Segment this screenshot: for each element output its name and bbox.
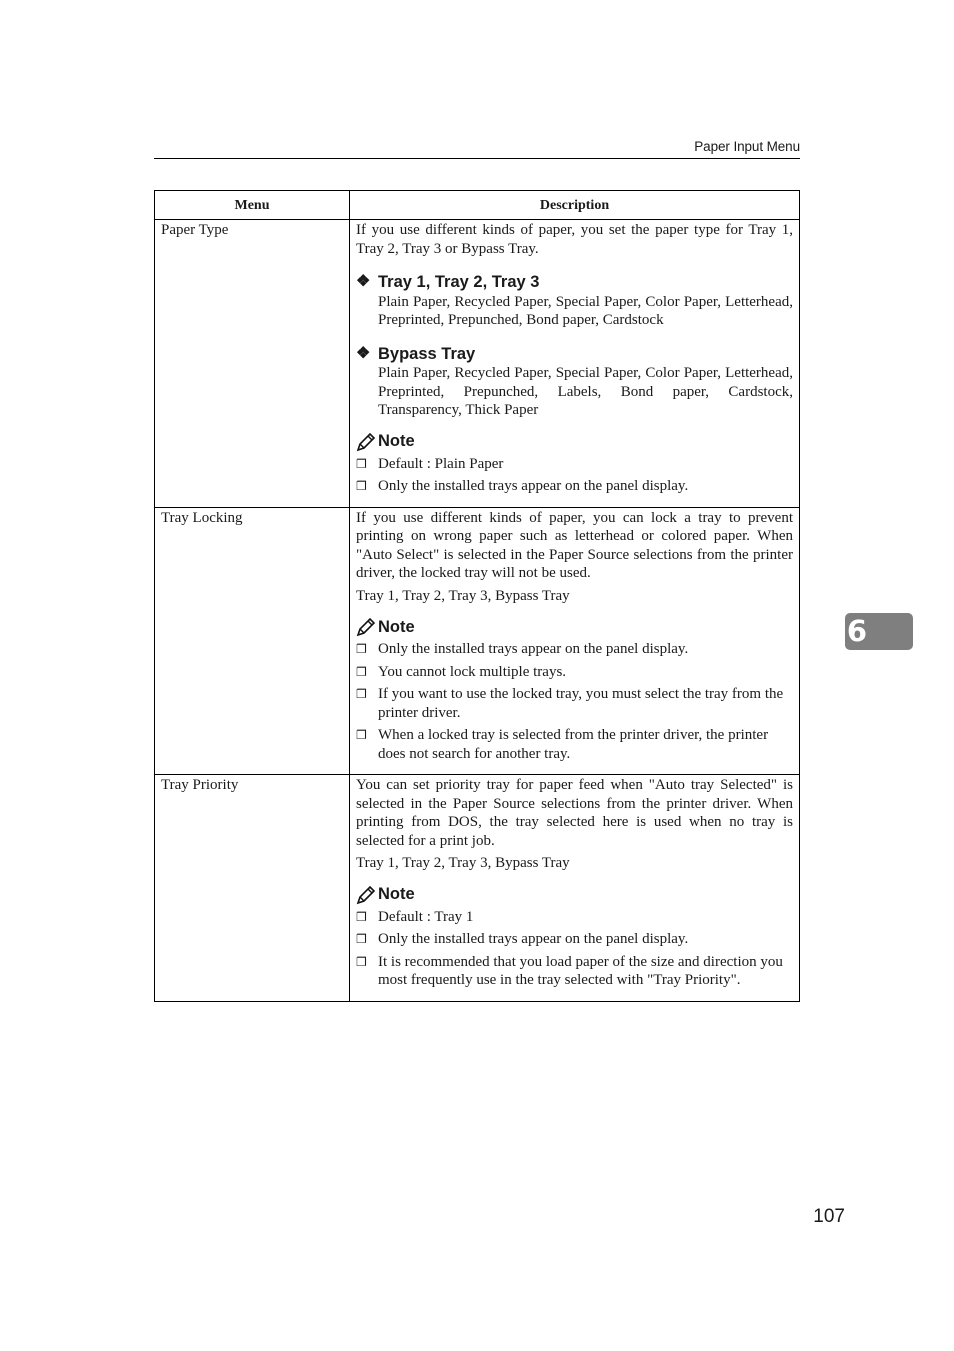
checkbox-bullet-icon: ❒ bbox=[356, 932, 367, 946]
list-item bbox=[356, 640, 793, 659]
list-item bbox=[356, 663, 793, 682]
pencil-icon bbox=[356, 617, 378, 637]
chapter-tab bbox=[845, 613, 913, 650]
note-text: Only the installed trays appear on the panel display. bbox=[378, 931, 689, 947]
description-intro: If you use different kinds of paper, you can lock a tray to prevent printing on wrong paper such as letterhead or colored paper. When "Auto Select" is selected in the Paper Source selections from the printer driver, the locked tray will not be used. bbox=[356, 509, 793, 581]
checkbox-bullet-icon: ❒ bbox=[356, 664, 367, 679]
menu-cell-tray-locking: Tray Locking bbox=[155, 507, 350, 775]
diamond-bullet-icon: ❖ bbox=[356, 273, 371, 290]
pencil-icon bbox=[356, 432, 378, 452]
table-row bbox=[155, 775, 800, 1002]
note-text: You cannot lock multiple trays. bbox=[378, 663, 567, 680]
table-header-row bbox=[155, 191, 800, 220]
description-options: Tray 1, Tray 2, Tray 3, Bypass Tray bbox=[356, 855, 570, 871]
sub-heading bbox=[356, 273, 793, 292]
list-item bbox=[356, 953, 793, 990]
sub-heading-body: Plain Paper, Recycled Paper, Special Paper, Color Paper, Letterhead, Preprinted, Prepunched, Labels, Bond paper, Cardstock, Transparency, Thick Paper bbox=[378, 365, 793, 418]
pencil-icon bbox=[356, 885, 378, 905]
checkbox-bullet-icon: ❒ bbox=[356, 687, 367, 701]
note-text: When a locked tray is selected from the printer driver, the printer does not search for another tray. bbox=[378, 727, 769, 762]
note-label: Note bbox=[378, 432, 415, 451]
sub-heading-label: Tray 1, Tray 2, Tray 3 bbox=[378, 273, 540, 291]
checkbox-bullet-icon: ❒ bbox=[356, 728, 367, 742]
note-heading bbox=[356, 432, 793, 452]
list-item bbox=[356, 477, 793, 496]
list-item bbox=[356, 726, 793, 763]
table-row bbox=[155, 220, 800, 508]
description-intro: If you use different kinds of paper, you set the paper type for Tray 1, Tray 2, Tray 3 or Bypass Tray. bbox=[356, 222, 793, 257]
note-text: Only the installed trays appear on the panel display. bbox=[378, 478, 689, 494]
paper-input-menu-table bbox=[154, 190, 800, 1002]
note-text: Default : Tray 1 bbox=[378, 908, 474, 925]
list-item bbox=[356, 455, 793, 474]
note-list bbox=[356, 908, 793, 990]
note-heading bbox=[356, 617, 793, 637]
diamond-bullet-icon: ❖ bbox=[356, 344, 371, 362]
checkbox-bullet-icon: ❒ bbox=[356, 642, 367, 656]
note-list bbox=[356, 455, 793, 496]
table-row bbox=[155, 507, 800, 775]
page-number: 107 bbox=[813, 1206, 845, 1227]
note-text: It is recommended that you load paper of the size and direction you most frequently use in the tray selected with "Tray Priority". bbox=[378, 953, 783, 988]
note-list bbox=[356, 640, 793, 763]
description-cell bbox=[350, 220, 800, 508]
description-cell bbox=[350, 507, 800, 775]
note-text: Default : Plain Paper bbox=[378, 455, 504, 472]
column-header-description: Description bbox=[350, 191, 800, 220]
note-label: Note bbox=[378, 885, 415, 904]
checkbox-bullet-icon: ❒ bbox=[356, 479, 367, 493]
description-options: Tray 1, Tray 2, Tray 3, Bypass Tray bbox=[356, 587, 570, 604]
description-intro: You can set priority tray for paper feed when "Auto tray Selected" is selected in the Paper Source selections from the printer driver. When printing from DOS, the tray selected here is used when no tray is selected for a print job. bbox=[356, 777, 793, 849]
sub-heading-label: Bypass Tray bbox=[378, 344, 476, 363]
column-header-menu: Menu bbox=[155, 191, 350, 220]
running-header: Paper Input Menu bbox=[154, 139, 800, 159]
chapter-number: 6 bbox=[846, 614, 868, 648]
checkbox-bullet-icon: ❒ bbox=[356, 954, 367, 969]
menu-cell-paper-type: Paper Type bbox=[155, 220, 350, 508]
sub-heading bbox=[356, 345, 793, 364]
note-text: If you want to use the locked tray, you must select the tray from the printer driver. bbox=[378, 686, 784, 721]
checkbox-bullet-icon: ❒ bbox=[356, 456, 367, 471]
checkbox-bullet-icon: ❒ bbox=[356, 909, 367, 924]
note-label: Note bbox=[378, 617, 415, 636]
note-heading bbox=[356, 885, 793, 905]
description-cell bbox=[350, 775, 800, 1002]
list-item bbox=[356, 908, 793, 927]
sub-heading-body: Plain Paper, Recycled Paper, Special Paper, Color Paper, Letterhead, Preprinted, Prepunched, Bond paper, Cardstock bbox=[378, 293, 793, 328]
note-text: Only the installed trays appear on the panel display. bbox=[378, 641, 689, 657]
list-item bbox=[356, 930, 793, 949]
list-item bbox=[356, 685, 793, 722]
menu-cell-tray-priority: Tray Priority bbox=[155, 775, 350, 1002]
